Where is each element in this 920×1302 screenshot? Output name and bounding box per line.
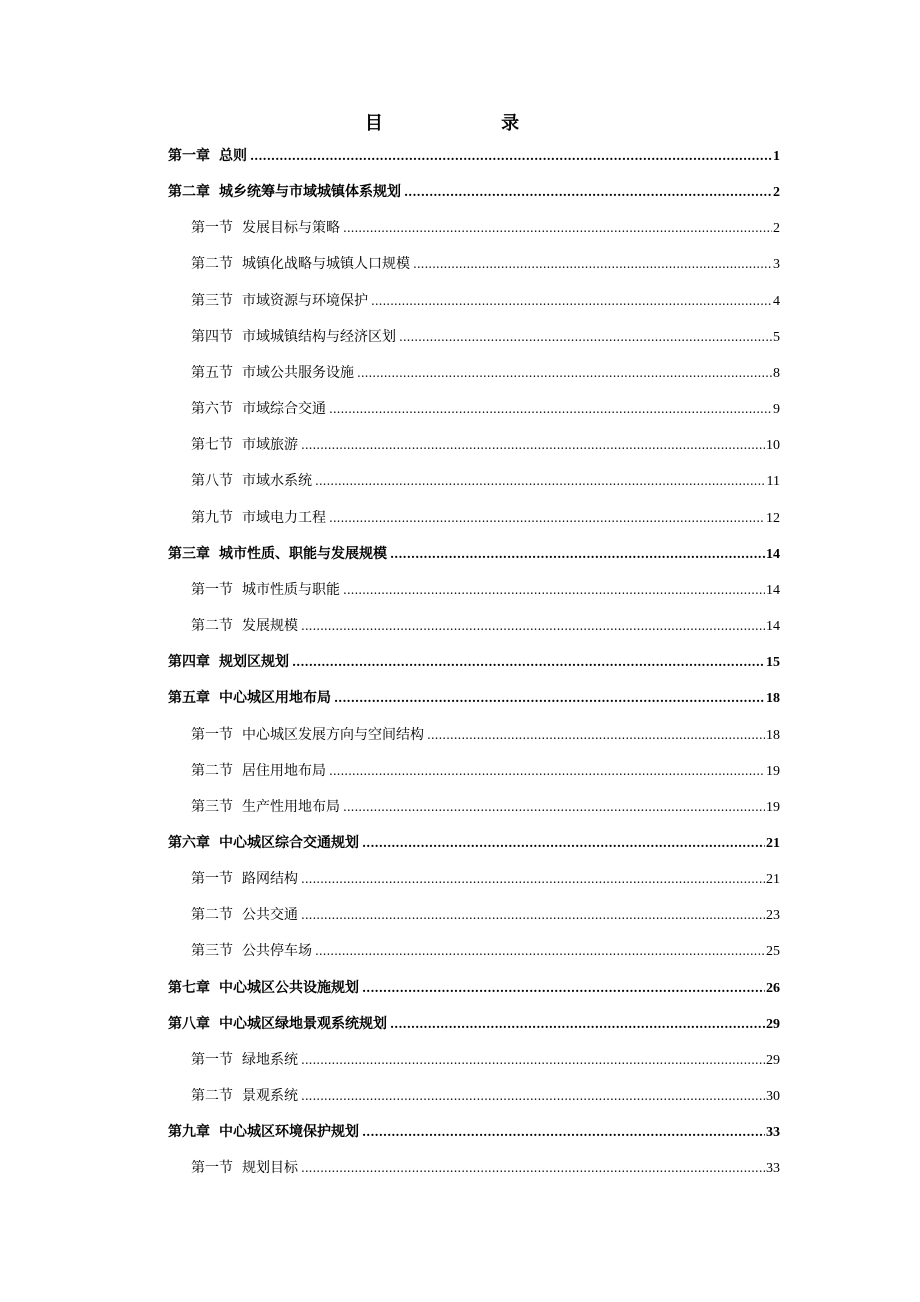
toc-dot-leader xyxy=(343,210,772,246)
toc-page-number: 14 xyxy=(766,582,780,598)
toc-entry-section[interactable] xyxy=(168,463,780,499)
toc-page-number: 11 xyxy=(766,474,780,490)
toc-entry-number: 第三章 xyxy=(168,545,210,562)
toc-entry-title: 市域旅游 xyxy=(242,437,298,454)
toc-entry-chapter[interactable] xyxy=(168,138,780,174)
toc-page-number: 4 xyxy=(773,293,780,309)
toc-entry-number: 第七章 xyxy=(168,979,210,996)
toc-page-number: 26 xyxy=(766,980,780,996)
toc-entry-chapter[interactable] xyxy=(168,680,780,716)
toc-dot-leader xyxy=(250,138,772,174)
toc-entry-title: 生产性用地布局 xyxy=(242,798,340,815)
toc-entry-number: 第六节 xyxy=(191,401,233,418)
toc-page-number: 15 xyxy=(766,655,780,671)
toc-entry-chapter[interactable] xyxy=(168,970,780,1006)
toc-entry-number: 第一节 xyxy=(191,220,233,237)
toc-entry-section[interactable] xyxy=(168,355,780,391)
toc-page-number: 18 xyxy=(766,727,780,743)
toc-entry-number: 第二章 xyxy=(168,184,210,201)
toc-dot-leader xyxy=(301,608,765,644)
toc-entry-section[interactable] xyxy=(168,319,780,355)
toc-entry-number: 第三节 xyxy=(191,798,233,815)
toc-dot-leader xyxy=(371,283,772,319)
toc-dot-leader xyxy=(362,970,765,1006)
toc-dot-leader xyxy=(390,536,765,572)
toc-page-number: 18 xyxy=(766,691,780,707)
toc-entry-section[interactable] xyxy=(168,1042,780,1078)
toc-entry-section[interactable] xyxy=(168,246,780,282)
toc-entry-number: 第二节 xyxy=(191,907,233,924)
toc-page-number: 19 xyxy=(766,799,780,815)
toc-page-number: 19 xyxy=(766,763,780,779)
toc-entry-title: 景观系统 xyxy=(242,1088,298,1105)
toc-entry-number: 第二节 xyxy=(191,618,233,635)
toc-entry-number: 第三节 xyxy=(191,943,233,960)
toc-entry-title: 规划区规划 xyxy=(219,654,289,671)
toc-dot-leader xyxy=(329,500,765,536)
toc-dot-leader xyxy=(292,644,765,680)
toc-entry-number: 第二节 xyxy=(191,1088,233,1105)
toc-entry-title: 发展规模 xyxy=(242,618,298,635)
toc-entry-section[interactable] xyxy=(168,897,780,933)
toc-entry-section[interactable] xyxy=(168,608,780,644)
toc-page-number: 9 xyxy=(773,402,780,418)
toc-entry-section[interactable] xyxy=(168,753,780,789)
toc-dot-leader xyxy=(390,1006,765,1042)
toc-page-number: 23 xyxy=(766,908,780,924)
toc-entry-number: 第四章 xyxy=(168,654,210,671)
toc-entry-chapter[interactable] xyxy=(168,644,780,680)
toc-entry-title: 绿地系统 xyxy=(242,1051,298,1068)
toc-entry-title: 城市性质与职能 xyxy=(242,581,340,598)
toc-entry-title: 中心城区发展方向与空间结构 xyxy=(242,726,424,743)
toc-dot-leader xyxy=(329,753,765,789)
toc-entry-section[interactable] xyxy=(168,933,780,969)
toc-page-number: 14 xyxy=(766,619,780,635)
toc-page-number: 33 xyxy=(766,1161,780,1177)
toc-dot-leader xyxy=(343,572,765,608)
toc-entry-number: 第五章 xyxy=(168,690,210,707)
toc-entry-title: 公共停车场 xyxy=(242,943,312,960)
toc-entry-title: 市域电力工程 xyxy=(242,509,326,526)
toc-entry-title: 市域水系统 xyxy=(242,473,312,490)
toc-page-number: 29 xyxy=(766,1052,780,1068)
toc-entry-title: 市域公共服务设施 xyxy=(242,364,354,381)
toc-entry-number: 第八节 xyxy=(191,473,233,490)
toc-entry-chapter[interactable] xyxy=(168,1114,780,1150)
toc-dot-leader xyxy=(357,355,772,391)
toc-entry-section[interactable] xyxy=(168,391,780,427)
toc-entry-title: 发展目标与策略 xyxy=(242,220,340,237)
toc-entry-chapter[interactable] xyxy=(168,825,780,861)
toc-page-number: 3 xyxy=(773,257,780,273)
toc-entry-title: 路网结构 xyxy=(242,871,298,888)
toc-entry-chapter[interactable] xyxy=(168,174,780,210)
toc-entry-title: 公共交通 xyxy=(242,907,298,924)
toc-entry-number: 第二节 xyxy=(191,762,233,779)
toc-page-number: 5 xyxy=(773,329,780,345)
toc-entry-section[interactable] xyxy=(168,1078,780,1114)
toc-entry-section[interactable] xyxy=(168,861,780,897)
toc-entry-number: 第一节 xyxy=(191,871,233,888)
toc-entry-title: 市域城镇结构与经济区划 xyxy=(242,328,396,345)
toc-entry-section[interactable] xyxy=(168,572,780,608)
toc-entry-number: 第九节 xyxy=(191,509,233,526)
toc-entry-title: 城镇化战略与城镇人口规模 xyxy=(242,256,410,273)
toc-page-number: 14 xyxy=(766,546,780,562)
toc-entry-title: 市域综合交通 xyxy=(242,401,326,418)
toc-entry-section[interactable] xyxy=(168,500,780,536)
toc-dot-leader xyxy=(301,1150,765,1186)
toc-entry-title: 中心城区用地布局 xyxy=(219,690,331,707)
toc-dot-leader xyxy=(301,427,765,463)
toc-entry-title: 中心城区环境保护规划 xyxy=(219,1124,359,1141)
toc-page-number: 29 xyxy=(766,1016,780,1032)
toc-entry-section[interactable] xyxy=(168,1150,780,1186)
toc-entry-chapter[interactable] xyxy=(168,536,780,572)
toc-entry-number: 第一节 xyxy=(191,581,233,598)
toc-dot-leader xyxy=(399,319,772,355)
toc-entry-number: 第六章 xyxy=(168,834,210,851)
toc-dot-leader xyxy=(315,933,765,969)
toc-dot-leader xyxy=(427,717,765,753)
toc-page-number: 1 xyxy=(773,149,780,164)
toc-entry-number: 第一节 xyxy=(191,726,233,743)
toc-entry-number: 第一章 xyxy=(168,148,210,164)
toc-entry-number: 第七节 xyxy=(191,437,233,454)
toc-entry-section[interactable] xyxy=(168,210,780,246)
toc-page-number: 30 xyxy=(766,1089,780,1105)
toc-dot-leader xyxy=(301,1042,765,1078)
toc-page-number: 2 xyxy=(773,185,780,201)
toc-dot-leader xyxy=(334,680,765,716)
toc-entry-title: 市域资源与环境保护 xyxy=(242,292,368,309)
toc-dot-leader xyxy=(301,897,765,933)
toc-page-number: 10 xyxy=(766,438,780,454)
toc-dot-leader xyxy=(301,1078,765,1114)
toc-entry-title: 规划目标 xyxy=(242,1160,298,1177)
toc-page-number: 2 xyxy=(773,221,780,237)
toc-entry-number: 第九章 xyxy=(168,1124,210,1141)
toc-dot-leader xyxy=(301,861,765,897)
toc-page-number: 21 xyxy=(766,835,780,851)
toc-dot-leader xyxy=(413,246,772,282)
toc-page-number: 21 xyxy=(766,872,780,888)
toc-entry-number: 第八章 xyxy=(168,1015,210,1032)
toc-dot-leader xyxy=(343,789,765,825)
toc-entry-title: 中心城区公共设施规划 xyxy=(219,979,359,996)
toc-dot-leader xyxy=(362,825,765,861)
toc-dot-leader xyxy=(404,174,772,210)
toc-entry-title: 居住用地布局 xyxy=(242,762,326,779)
toc-entry-number: 第二节 xyxy=(191,256,233,273)
toc-entry-chapter[interactable] xyxy=(168,1006,780,1042)
toc-entry-number: 第一节 xyxy=(191,1051,233,1068)
toc-entry-title: 中心城区绿地景观系统规划 xyxy=(219,1015,387,1032)
toc-entry-number: 第五节 xyxy=(191,364,233,381)
toc-entry-title: 城市性质、职能与发展规模 xyxy=(219,545,387,562)
toc-dot-leader xyxy=(315,463,766,499)
toc-dot-leader xyxy=(362,1114,765,1150)
toc-entry-title: 城乡统筹与市域城镇体系规划 xyxy=(219,184,401,201)
toc-entry-number: 第三节 xyxy=(191,292,233,309)
toc-entry-title: 中心城区综合交通规划 xyxy=(219,834,359,851)
toc-page-number: 8 xyxy=(773,365,780,381)
toc-entry-section[interactable] xyxy=(168,283,780,319)
toc-page-number: 12 xyxy=(766,510,780,526)
toc-entry-section[interactable] xyxy=(168,789,780,825)
toc-dot-leader xyxy=(329,391,772,427)
toc-entry-section[interactable] xyxy=(168,717,780,753)
toc-entry-title: 总则 xyxy=(219,148,247,164)
toc-entry-number: 第一节 xyxy=(191,1160,233,1177)
toc-title: 目 录 xyxy=(364,113,576,134)
toc-entry-section[interactable] xyxy=(168,427,780,463)
toc-entry-number: 第四节 xyxy=(191,328,233,345)
toc-page-number: 33 xyxy=(766,1125,780,1141)
toc-page-number: 25 xyxy=(766,944,780,960)
table-of-contents xyxy=(168,138,780,1187)
